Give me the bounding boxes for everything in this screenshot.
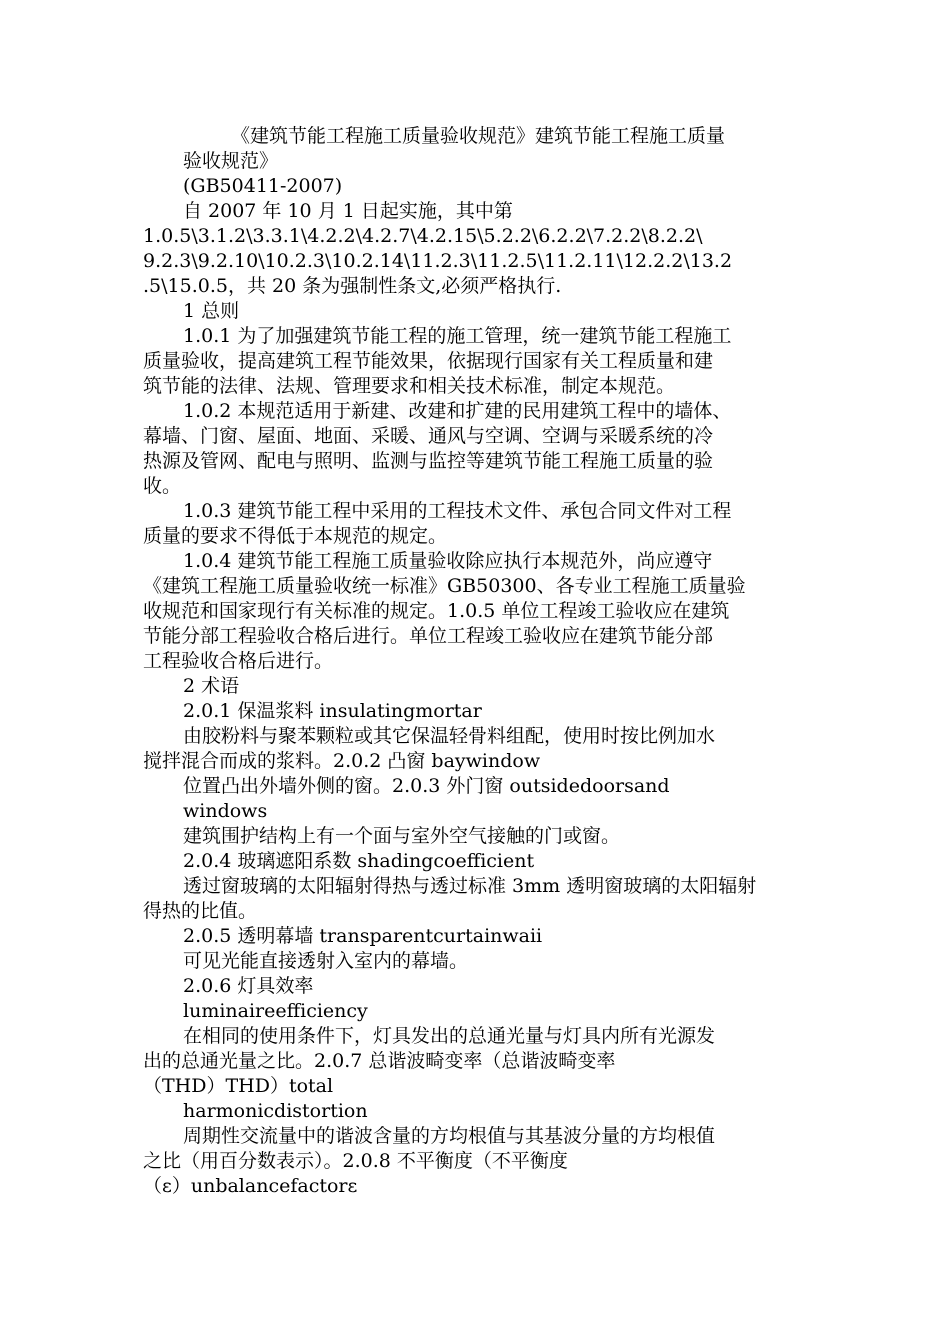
text-line: 出的总通光量之比。2.0.7 总谐波畸变率（总谐波畸变率 — [143, 1050, 616, 1072]
text-line: 在相同的使用条件下，灯具发出的总通光量与灯具内所有光源发 — [183, 1025, 716, 1047]
text-line: 可见光能直接透射入室内的幕墙。 — [183, 950, 469, 972]
text-line: 1.0.5\3.1.2\3.3.1\4.2.2\4.2.7\4.2.15\5.2.2\6.2.2\7.2.2\8.2.2\ — [143, 225, 703, 247]
text-line: 工程验收合格后进行。 — [143, 650, 334, 672]
text-line: 1.0.4 建筑节能工程施工质量验收除应执行本规范外，尚应遵守 — [183, 550, 713, 572]
text-line: 得热的比值。 — [143, 900, 258, 922]
text-line: 收规范和国家现行有关标准的规定。1.0.5 单位工程竣工验收应在建筑 — [143, 600, 730, 622]
text-line: 自 2007 年 10 月 1 日起实施，其中第 — [183, 200, 513, 222]
text-line: harmonicdistortion — [183, 1100, 368, 1122]
text-line: 1.0.2 本规范适用于新建、改建和扩建的民用建筑工程中的墙体、 — [183, 400, 732, 422]
text-line: windows — [183, 800, 268, 822]
text-line: 质量的要求不得低于本规范的规定。 — [143, 525, 448, 547]
text-line: 透过窗玻璃的太阳辐射得热与透过标准 3mm 透明窗玻璃的太阳辐射 — [183, 875, 757, 897]
text-line: luminaireefficiency — [183, 1000, 368, 1022]
text-line: 2.0.6 灯具效率 — [183, 975, 314, 997]
text-line: 质量验收，提高建筑工程节能效果，依据现行国家有关工程质量和建 — [143, 350, 714, 372]
text-line: 1.0.1 为了加强建筑节能工程的施工管理，统一建筑节能工程施工 — [183, 325, 732, 347]
text-line: 节能分部工程验收合格后进行。单位工程竣工验收应在建筑节能分部 — [143, 625, 714, 647]
text-line: （THD）THD）total — [143, 1075, 334, 1097]
text-line: 2.0.1 保温浆料 insulatingmortar — [183, 700, 482, 722]
text-line: （ε）unbalancefactorε — [143, 1175, 358, 1197]
text-line: 《建筑节能工程施工质量验收规范》建筑节能工程施工质量 — [231, 125, 726, 147]
text-line: 搅拌混合而成的浆料。2.0.2 凸窗 baywindow — [143, 750, 541, 772]
text-line: 1.0.3 建筑节能工程中采用的工程技术文件、承包合同文件对工程 — [183, 500, 732, 522]
text-line: 筑节能的法律、法规、管理要求和相关技术标准，制定本规范。 — [143, 375, 676, 397]
text-line: 由胶粉料与聚苯颗粒或其它保温轻骨料组配，使用时按比例加水 — [183, 725, 716, 747]
text-line: 之比（用百分数表示）。2.0.8 不平衡度（不平衡度 — [143, 1150, 568, 1172]
text-line: 位置凸出外墙外侧的窗。2.0.3 外门窗 outsidedoorsand — [183, 775, 670, 797]
text-line: .5\15.0.5，共 20 条为强制性条文,必须严格执行. — [143, 275, 562, 297]
text-line: (GB50411-2007) — [183, 175, 343, 197]
text-line: 9.2.3\9.2.10\10.2.3\10.2.14\11.2.3\11.2.5\11.2.11\12.2.2\13.2 — [143, 250, 733, 272]
text-line: 幕墙、门窗、屋面、地面、采暖、通风与空调、空调与采暖系统的冷 — [143, 425, 714, 447]
text-line: 验收规范》 — [183, 150, 279, 172]
text-line: 热源及管网、配电与照明、监测与监控等建筑节能工程施工质量的验 — [143, 450, 714, 472]
text-line: 2.0.4 玻璃遮阳系数 shadingcoefficient — [183, 850, 535, 872]
text-line: 1 总则 — [183, 300, 240, 322]
text-line: 建筑围护结构上有一个面与室外空气接触的门或窗。 — [183, 825, 621, 847]
text-line: 周期性交流量中的谐波含量的方均根值与其基波分量的方均根值 — [183, 1125, 716, 1147]
text-line: 《建筑工程施工质量验收统一标准》GB50300、各专业工程施工质量验 — [143, 575, 746, 597]
document-body — [143, 124, 807, 1199]
text-line: 2 术语 — [183, 675, 240, 697]
text-line: 2.0.5 透明幕墙 transparentcurtainwaii — [183, 925, 543, 947]
text-line: 收。 — [143, 475, 182, 497]
